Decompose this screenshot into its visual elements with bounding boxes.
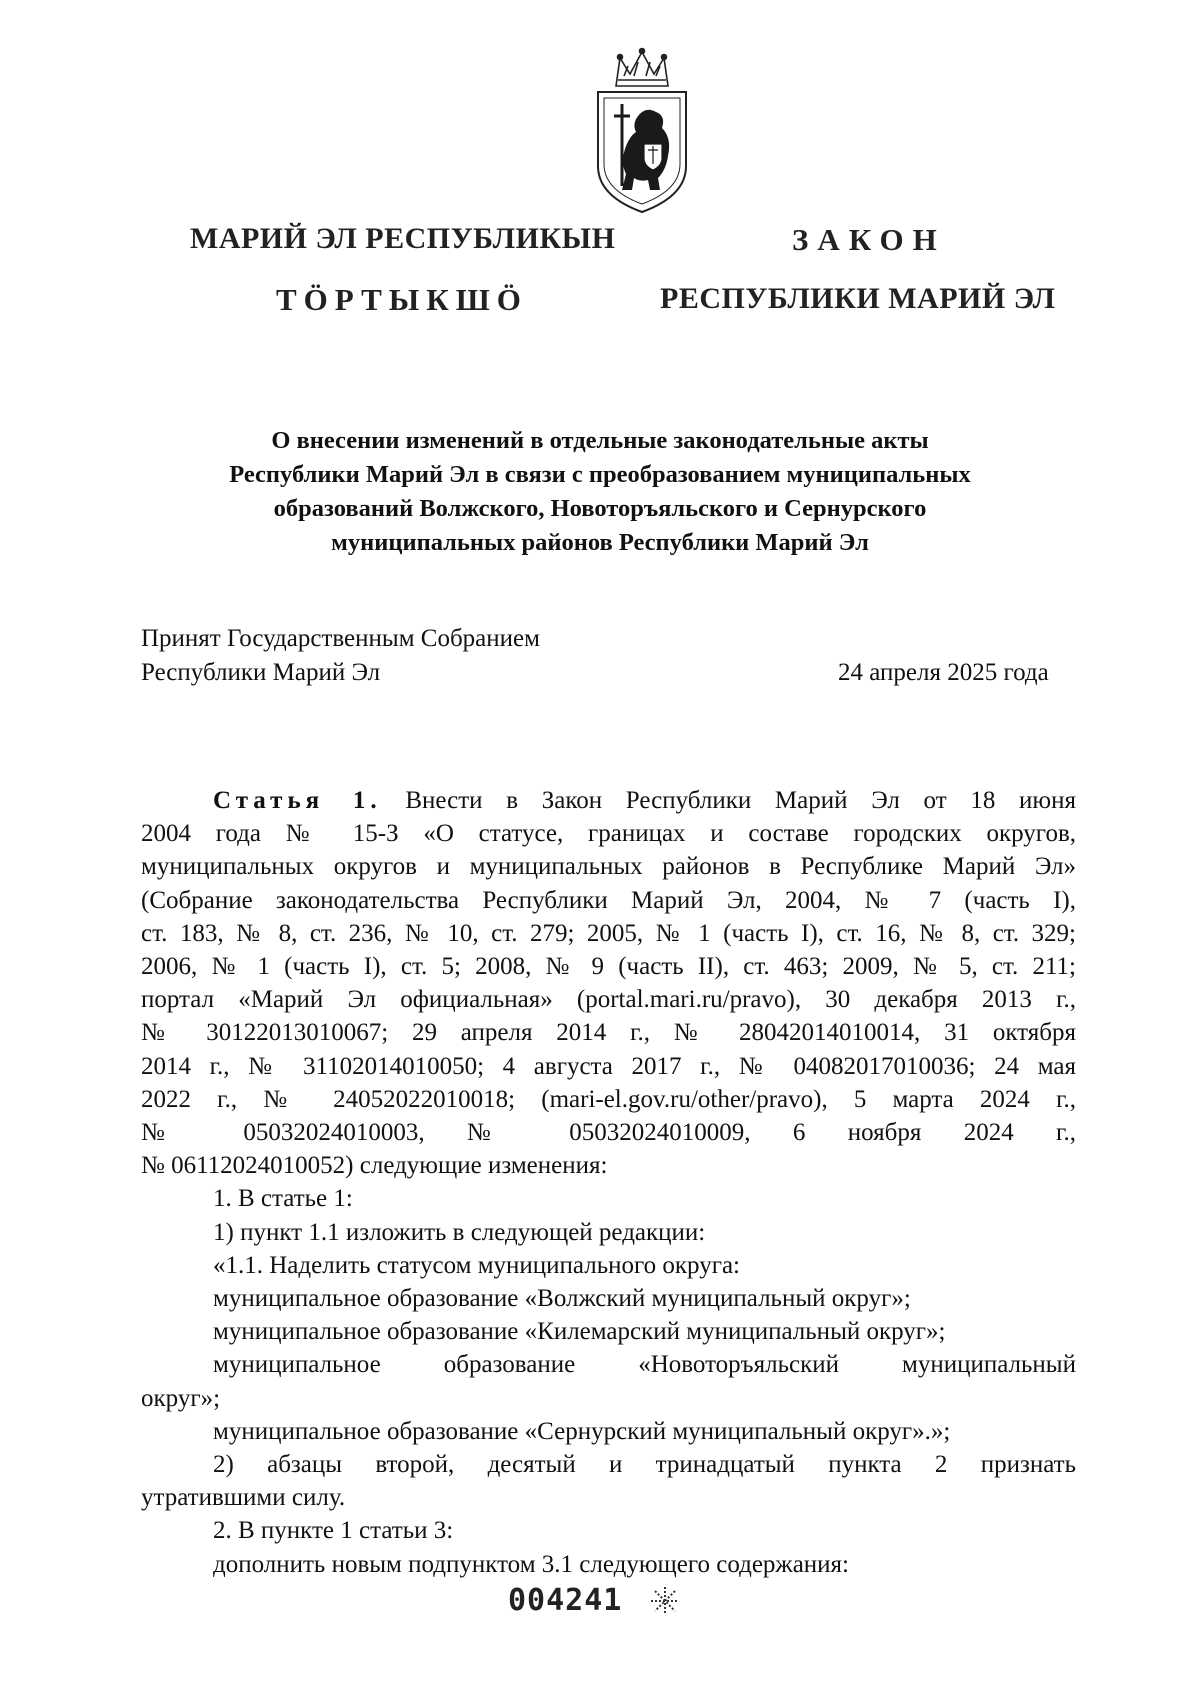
- article-line: (Собрание законодательства Республики Марий Эл, 2004, № 7 (часть I),: [141, 886, 1076, 914]
- article-line: 2004 года № 15-З «О статусе, границах и составе городских округов,: [141, 820, 1076, 848]
- coat-of-arms-emblem: [586, 46, 698, 216]
- municipal-entity-3-line1: муниципальное образование «Новоторъяльский муниципальный: [213, 1351, 1076, 1379]
- item-2-1: дополнить новым подпунктом 3.1 следующего содержания:: [213, 1550, 849, 1578]
- article-line: № 30122013010067; 29 апреля 2014 г., № 28042014010014, 31 октября: [141, 1019, 1076, 1047]
- adoption-date: 24 апреля 2025 года: [838, 659, 1049, 686]
- municipal-entity-2: муниципальное образование «Килемарский муниципальный округ»;: [213, 1318, 946, 1346]
- adoption-line1: Принят Государственным Собранием: [141, 625, 540, 652]
- adoption-line2: Республики Марий Эл: [141, 659, 381, 686]
- item-1: 1. В статье 1:: [213, 1185, 353, 1213]
- article-line: 2014 г., № 31102014010050; 4 августа 2017 г., № 04082017010036; 24 мая: [141, 1052, 1076, 1080]
- header-right-line1: ЗАКОН: [792, 222, 946, 257]
- article-last-line: № 06112024010052) следующие изменения:: [141, 1152, 608, 1180]
- asterisk-stamp-icon: [648, 1584, 682, 1618]
- article-first-line-text: Внести в Закон Республики Марий Эл от 18 июня: [405, 787, 1076, 814]
- header-right-line2: РЕСПУБЛИКИ МАРИЙ ЭЛ: [660, 282, 1056, 315]
- article-heading: Статья 1.: [213, 787, 382, 814]
- item-1-2-line2: утратившими силу.: [141, 1484, 346, 1512]
- article-line: 2022 г., № 24052022010018; (mari-el.gov.ru/other/pravo), 5 марта 2024 г.,: [141, 1085, 1076, 1113]
- serial-number: 004241: [508, 1583, 623, 1618]
- document-body: [141, 784, 1076, 1581]
- article-line: муниципальных округов и муниципальных районов в Республике Марий Эл»: [141, 853, 1076, 881]
- article-line: № 05032024010003, № 05032024010009, 6 ноября 2024 г.,: [141, 1119, 1076, 1147]
- item-1-1: 1) пункт 1.1 изложить в следующей редакции:: [213, 1218, 706, 1246]
- law-title-line: муниципальных районов Республики Марий Эл: [331, 529, 869, 556]
- article-line: 2006, № 1 (часть I), ст. 5; 2008, № 9 (часть II), ст. 463; 2009, № 5, ст. 211;: [141, 953, 1076, 981]
- municipal-entity-3-line2: округ»;: [141, 1384, 221, 1412]
- adoption-block: [141, 622, 540, 690]
- header-left-line1: МАРИЙ ЭЛ РЕСПУБЛИКЫН: [190, 222, 616, 255]
- law-title-line: Республики Марий Эл в связи с преобразованием муниципальных: [229, 461, 971, 488]
- header-left-line2: ТӦРТЫКШӦ: [276, 282, 528, 317]
- law-title: [140, 424, 1060, 560]
- quote-1-1: «1.1. Наделить статусом муниципального округа:: [213, 1251, 740, 1279]
- law-title-line: О внесении изменений в отдельные законодательные акты: [271, 427, 929, 454]
- article-line: портал «Марий Эл официальная» (portal.mari.ru/pravo), 30 декабря 2013 г.,: [141, 986, 1076, 1014]
- item-1-2-line1: 2) абзацы второй, десятый и тринадцатый пункта 2 признать: [213, 1451, 1076, 1479]
- municipal-entity-4: муниципальное образование «Сернурский муниципальный округ».»;: [213, 1417, 951, 1445]
- law-title-line: образований Волжского, Новоторъяльского и Сернурского: [273, 495, 927, 522]
- item-2: 2. В пункте 1 статьи 3:: [213, 1517, 454, 1545]
- article-first-line: [141, 784, 1076, 817]
- municipal-entity-1: муниципальное образование «Волжский муниципальный округ»;: [213, 1285, 911, 1313]
- article-line: ст. 183, № 8, ст. 236, № 10, ст. 279; 2005, № 1 (часть I), ст. 16, № 8, ст. 329;: [141, 919, 1076, 947]
